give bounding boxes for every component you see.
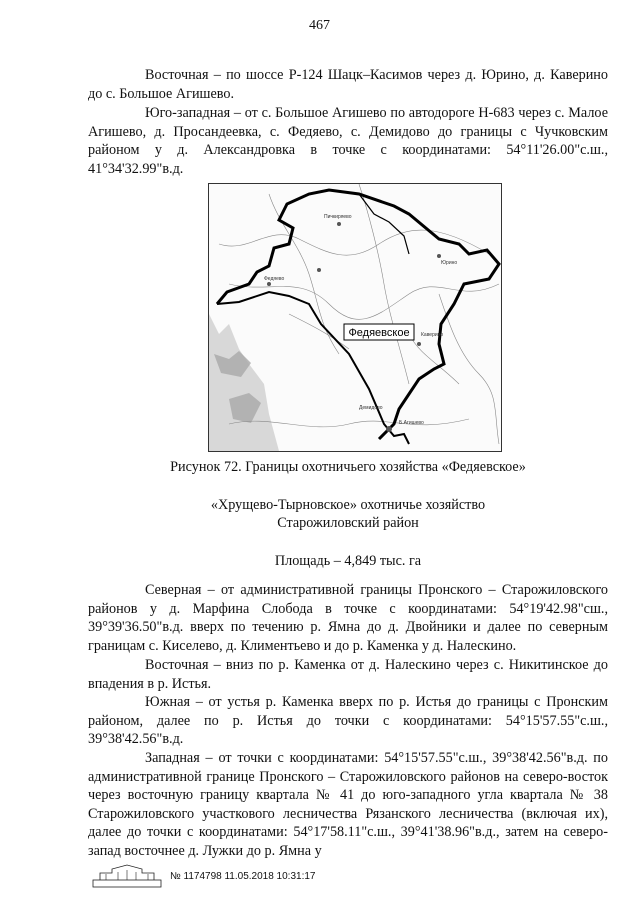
figure-caption: Рисунок 72. Границы охотничьего хозяйства «Федяевское» <box>170 459 526 475</box>
map-drawing <box>209 184 501 451</box>
section-area: Площадь – 4,849 тыс. га <box>274 553 422 569</box>
map-label-5: Демидово <box>359 405 383 411</box>
intro-east-paragraph: Восточная – по шоссе Р-124 Шацк–Касимов через д. Юрино, д. Каверино до с. Большое Агишево. <box>88 67 608 102</box>
intro-southwest-paragraph: Юго-западная – от с. Большое Агишево по автодороге Н-683 через с. Малое Агишево, д. Просандеевка, с. Федяево, с. Демидово до границы с Чучковским районом у д. Александровка в точке с координатами: 54°11'26.00"с.ш., 41°34'32.99"в.д. <box>88 105 608 177</box>
border-east-paragraph: Восточная – вниз по р. Каменка от д. Налескино через с. Никитинское до впадения в р. Истья. <box>88 657 608 692</box>
border-south-paragraph: Южная – от устья р. Каменка вверх по р. Истья до границы с Пронским районом, далее по р. Истья до точки с координатами: 54°15'57.55"с.ш., 39°38'42.56"в.д. <box>88 694 608 748</box>
map-label-1: Федяево <box>264 276 285 282</box>
map-main-label: Федяевское <box>348 327 410 339</box>
map-label-6: Пичкиряево <box>324 214 352 220</box>
map-label-2: Каверино <box>421 332 444 338</box>
hunting-ground-map <box>208 183 502 452</box>
map-label-3: Б.Агишево <box>399 420 424 426</box>
page-number: 467 <box>309 18 330 33</box>
section-title-line2: Старожиловский район <box>277 515 419 531</box>
border-north-paragraph: Северная – от административной границы Пронского – Старожиловского районов у д. Марфина Слобода в точке с координатами: 54°19'42.98"сш., 39°39'36.50"в.д. вверх по течению р. Ямна до д. Двойники и далее по северным границам с. Киселево, д. Климентьево и до р. Каменка у д. Налескино. <box>88 582 608 654</box>
border-west-paragraph: Западная – от точки с координатами: 54°15'57.55"с.ш., 39°38'42.56"в.д. по административной границе Пронского – Старожиловского районов на северо-восток через восточную границу квартала № 41 до юго-западного угла квартала № 38 Старожиловского участкового лесничества Рязанского лесничества (включая их), далее до точки с координатами: 54°17'58.11"с.ш., 39°41'38.96"в.д., затем на северо-запад восточнее д. Лужки до р. Ямна у <box>88 750 608 859</box>
registration-stamp: № 1174798 11.05.2018 10:31:17 <box>170 871 316 882</box>
document-seal-logo <box>92 864 162 888</box>
section-title-line1: «Хрущево-Тырновское» охотничье хозяйство <box>210 497 486 513</box>
map-label-4: Юрино <box>441 260 458 266</box>
